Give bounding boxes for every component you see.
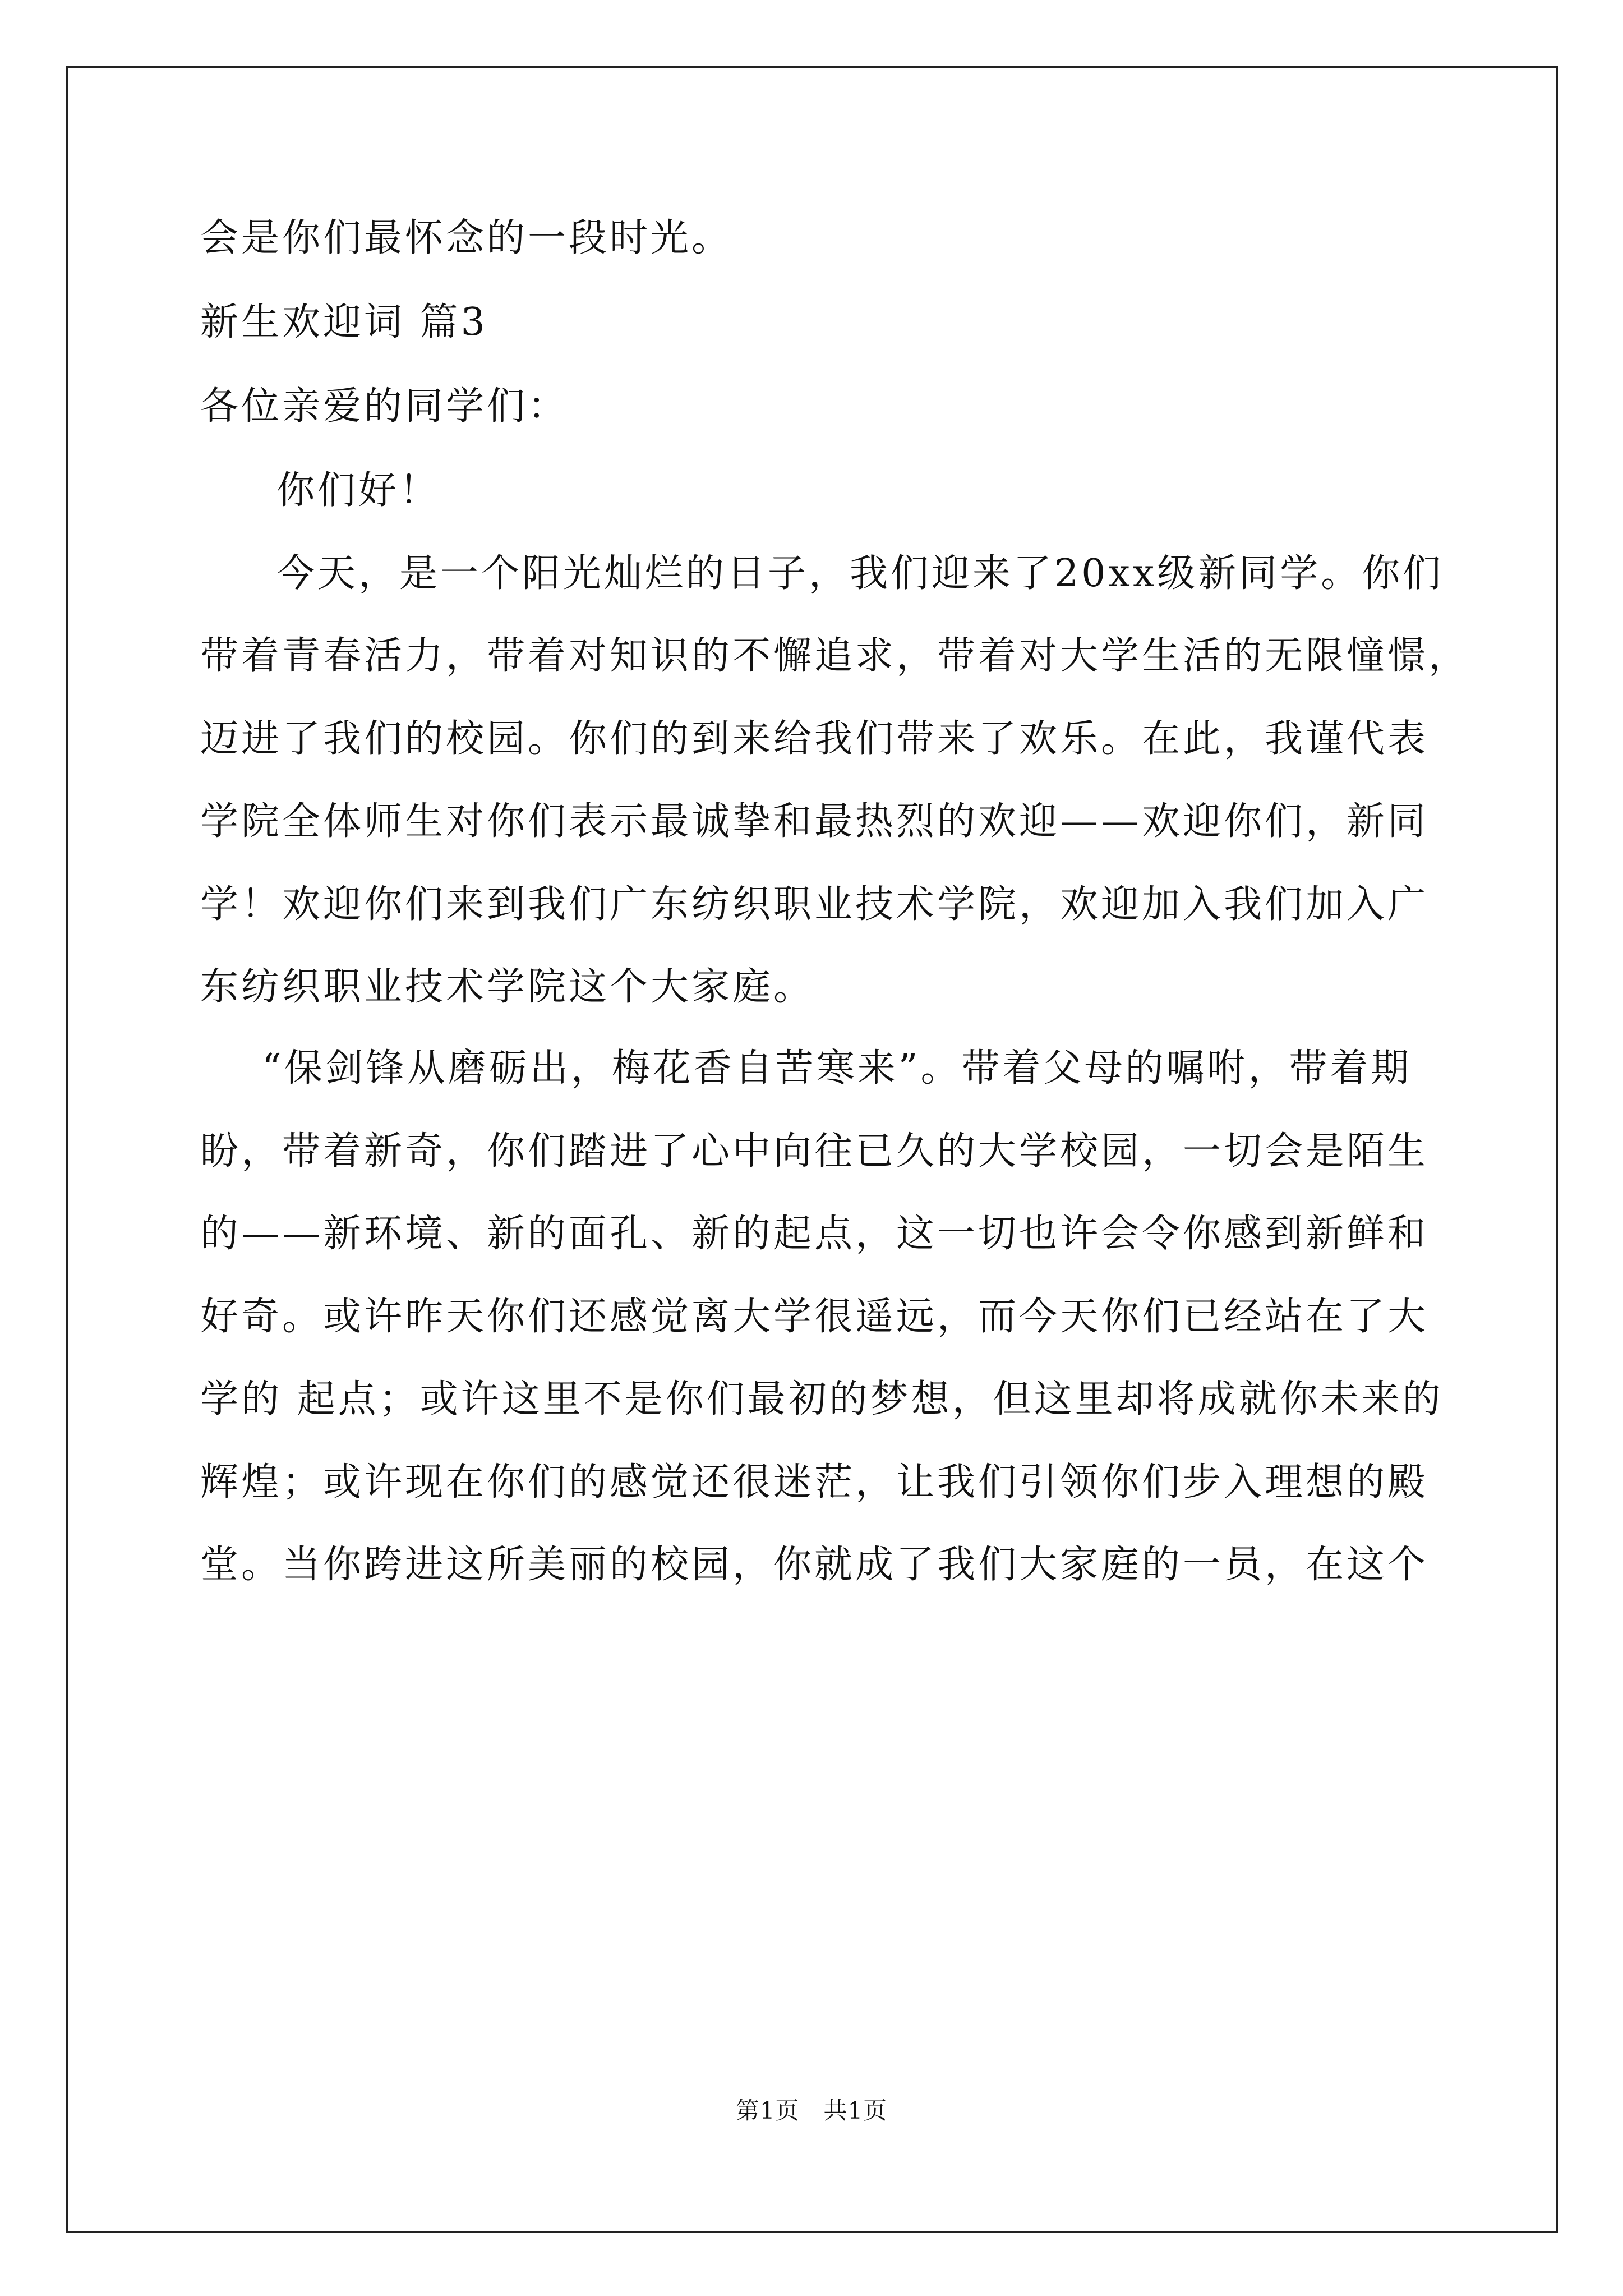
text-line: 学院全体师生对你们表示最诚挚和最热烈的欢迎——欢迎你们，新同: [200, 799, 1429, 844]
text-line: 学！欢迎你们来到我们广东纺织职业技术学院，欢迎加入我们加入广: [200, 882, 1429, 927]
salutation: 各位亲爱的同学们：: [200, 384, 569, 429]
text-line: 堂。当你跨进这所美丽的校园，你就成了我们大家庭的一员，在这个: [200, 1543, 1429, 1587]
text-line: 带着青春活力，带着对知识的不懈追求，带着对大学生活的无限憧憬，: [200, 634, 1470, 678]
text-line: 今天，是一个阳光灿烂的日子，我们迎来了20xx级新同学。你们: [276, 551, 1444, 596]
text-line: 的——新环境、新的面孔、新的起点，这一切也许会令你感到新鲜和: [200, 1212, 1429, 1256]
text-line: 东纺织职业技术学院这个大家庭。: [200, 965, 815, 1009]
text-line: “保剑锋从磨砺出，梅花香自苦寒来”。带着父母的嘱咐，带着期: [262, 1046, 1412, 1091]
text-line: 辉煌；或许现在你们的感觉还很迷茫，让我们引领你们步入理想的殿: [200, 1460, 1429, 1504]
text-line: 学的 起点；或许这里不是你们最初的梦想，但这里却将成就你未来的: [200, 1377, 1444, 1421]
text-line: 好奇。或许昨天你们还感觉离大学很遥远，而今天你们已经站在了大: [200, 1295, 1429, 1339]
text-line: 会是你们最怀念的一段时光。: [200, 216, 733, 260]
text-line: 迈进了我们的校园。你们的到来给我们带来了欢乐。在此，我谨代表: [200, 717, 1429, 761]
greeting: 你们好！: [276, 468, 441, 513]
text-line: 盼，带着新奇，你们踏进了心中向往已久的大学校园，一切会是陌生: [200, 1129, 1429, 1174]
section-heading: 新生欢迎词 篇3: [200, 300, 488, 344]
page-number: 第1页 共1页: [735, 2097, 888, 2124]
